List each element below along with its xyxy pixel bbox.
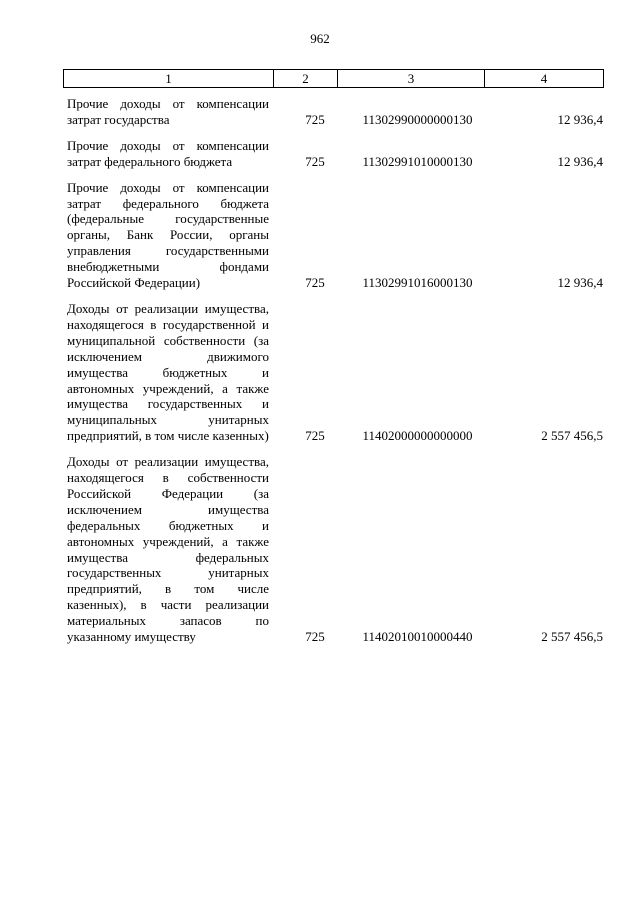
header-col-4: 4 — [485, 70, 604, 88]
header-col-3: 3 — [338, 70, 485, 88]
row-description: Доходы от реализации имущества, находящегося в государственной и муниципальной собственности (за исключением движимого имущества бюджетных и автономных учреждений, а также имущества государственных и муниципальных унитарных предприятий, в том числе казенных) — [67, 300, 269, 444]
table-header — [63, 69, 604, 88]
row-code: 725 — [305, 629, 325, 645]
header-col-1: 1 — [64, 70, 274, 88]
row-description: Прочие доходы от компенсации затрат федерального бюджета (федеральные государственные органы, Банк России, органы управления государственными внебюджетными фондами Российской Федерации) — [67, 179, 269, 291]
row-amount: 2 557 456,5 — [541, 428, 603, 444]
page-number: 962 — [310, 31, 330, 46]
row-kbk: 11302991010000130 — [362, 153, 473, 169]
row-description: Прочие доходы от компенсации затрат государства — [67, 96, 269, 127]
row-kbk: 11402010010000440 — [362, 629, 473, 645]
table-row — [63, 454, 603, 645]
row-code: 725 — [305, 428, 325, 444]
table-row — [63, 301, 603, 444]
row-amount: 2 557 456,5 — [541, 629, 603, 645]
table-body — [63, 96, 603, 655]
table-row — [63, 138, 603, 170]
row-kbk: 11402000000000000 — [362, 428, 473, 444]
row-amount: 12 936,4 — [557, 153, 603, 169]
row-kbk: 11302991016000130 — [362, 275, 473, 291]
row-code: 725 — [305, 111, 325, 127]
row-code: 725 — [305, 275, 325, 291]
table-row — [63, 96, 603, 128]
row-description: Доходы от реализации имущества, находящегося в собственности Российской Федерации (за исключением имущества федеральных бюджетных и автономных учреждений, а также имущества федеральных государственных унитарных предприятий, в том числе казенных), в части реализации материальных запасов по указанному имуществу — [67, 454, 269, 645]
row-code: 725 — [305, 153, 325, 169]
row-amount: 12 936,4 — [557, 111, 603, 127]
table-row — [63, 180, 603, 291]
row-amount: 12 936,4 — [557, 275, 603, 291]
row-kbk: 11302990000000130 — [362, 111, 473, 127]
row-description: Прочие доходы от компенсации затрат федерального бюджета — [67, 137, 269, 169]
header-col-2: 2 — [274, 70, 338, 88]
